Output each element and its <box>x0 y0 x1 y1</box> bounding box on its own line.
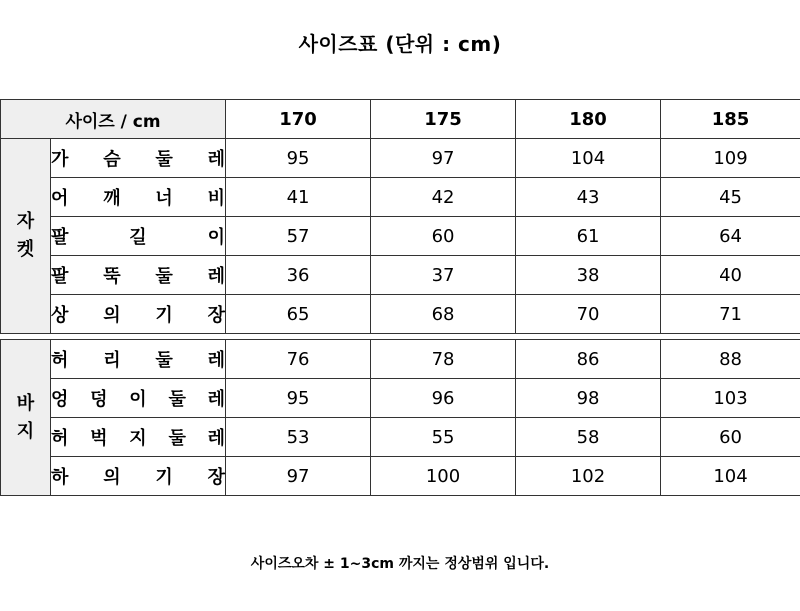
table-cell: 38 <box>516 256 661 295</box>
row-label: 허 벅 지 둘 레 <box>51 418 226 457</box>
table-cell: 55 <box>371 418 516 457</box>
header-size-175: 175 <box>371 100 516 139</box>
size-table <box>0 99 800 496</box>
header-row <box>1 100 800 139</box>
tolerance-note: 사이즈오차 ± 1~3cm 까지는 정상범위 입니다. <box>250 556 550 572</box>
table-cell: 60 <box>371 217 516 256</box>
table-cell: 37 <box>371 256 516 295</box>
group-name: 바 지 <box>16 392 35 442</box>
table-row <box>1 217 800 256</box>
table-cell: 109 <box>661 139 800 178</box>
row-label: 하 의 기 장 <box>51 457 226 496</box>
table-row <box>1 295 800 334</box>
table-cell: 96 <box>371 379 516 418</box>
group-label-jacket <box>1 139 51 334</box>
row-label: 팔 뚝 둘 레 <box>51 256 226 295</box>
table-cell: 70 <box>516 295 661 334</box>
row-label: 상 의 기 장 <box>51 295 226 334</box>
header-size-170: 170 <box>226 100 371 139</box>
table-cell: 97 <box>226 457 371 496</box>
table-cell: 43 <box>516 178 661 217</box>
table-cell: 104 <box>661 457 800 496</box>
group-name: 자 켓 <box>16 211 35 260</box>
table-cell: 41 <box>226 178 371 217</box>
table-cell: 60 <box>661 418 800 457</box>
table-row <box>1 178 800 217</box>
table-cell: 68 <box>371 295 516 334</box>
table-cell: 36 <box>226 256 371 295</box>
table-row <box>1 256 800 295</box>
row-label: 어 깨 너 비 <box>51 178 226 217</box>
table-row <box>1 418 800 457</box>
table-cell: 40 <box>661 256 800 295</box>
table-cell: 78 <box>371 340 516 379</box>
table-cell: 103 <box>661 379 800 418</box>
row-label: 허 리 둘 레 <box>51 340 226 379</box>
table-cell: 97 <box>371 139 516 178</box>
row-label: 가 슴 둘 레 <box>51 139 226 178</box>
table-cell: 53 <box>226 418 371 457</box>
table-row <box>1 457 800 496</box>
row-label: 엉 덩 이 둘 레 <box>51 379 226 418</box>
header-size-185: 185 <box>661 100 800 139</box>
table-cell: 100 <box>371 457 516 496</box>
table-cell: 98 <box>516 379 661 418</box>
header-size-180: 180 <box>516 100 661 139</box>
table-row <box>1 139 800 178</box>
table-cell: 76 <box>226 340 371 379</box>
table-row <box>1 379 800 418</box>
table-cell: 95 <box>226 379 371 418</box>
table-cell: 88 <box>661 340 800 379</box>
header-corner: 사이즈 / cm <box>1 100 226 139</box>
table-cell: 42 <box>371 178 516 217</box>
table-row <box>1 340 800 379</box>
table-cell: 45 <box>661 178 800 217</box>
table-cell: 64 <box>661 217 800 256</box>
table-cell: 95 <box>226 139 371 178</box>
page-title: 사이즈표 (단위 : cm) <box>298 32 502 56</box>
table-cell: 86 <box>516 340 661 379</box>
table-cell: 102 <box>516 457 661 496</box>
row-label: 팔 길 이 <box>51 217 226 256</box>
table-cell: 104 <box>516 139 661 178</box>
table-cell: 58 <box>516 418 661 457</box>
group-label-pants <box>1 340 51 496</box>
table-cell: 61 <box>516 217 661 256</box>
table-cell: 65 <box>226 295 371 334</box>
table-cell: 71 <box>661 295 800 334</box>
table-cell: 57 <box>226 217 371 256</box>
